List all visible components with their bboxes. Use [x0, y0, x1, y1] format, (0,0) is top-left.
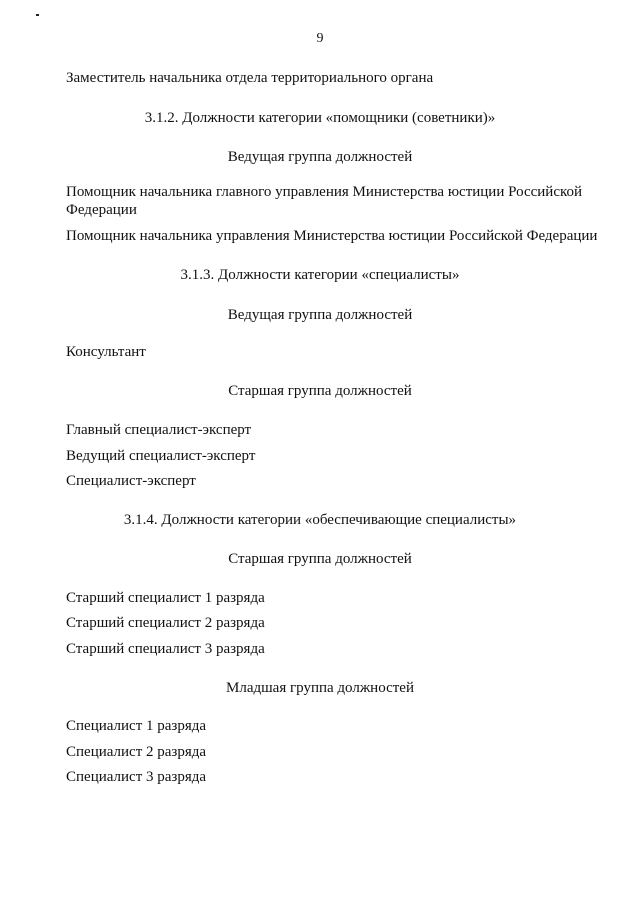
page-number: 9 [316, 31, 324, 46]
position-line: Старший специалист 2 разряда [66, 615, 265, 631]
group-heading: Ведущая группа должностей [227, 149, 413, 165]
scan-mark [36, 14, 39, 16]
group-heading: Ведущая группа должностей [227, 307, 413, 323]
group-heading: Старшая группа должностей [228, 551, 412, 567]
position-line: Консультант [66, 344, 146, 360]
section-heading: 3.1.2. Должности категории «помощники (советники)» [144, 110, 496, 126]
position-line: Помощник начальника управления Министерства юстиции Российской Федерации [66, 228, 598, 244]
position-line: Помощник начальника главного управления Министерства юстиции Российской Федерации [66, 184, 583, 218]
position-line: Старший специалист 1 разряда [66, 590, 265, 606]
position-line: Специалист-эксперт [66, 473, 196, 489]
group-heading: Старшая группа должностей [228, 383, 412, 399]
position-line: Специалист 3 разряда [66, 769, 207, 785]
group-heading: Младшая группа должностей [226, 680, 414, 696]
position-line: Заместитель начальника отдела территориального органа [66, 70, 434, 86]
section-heading: 3.1.4. Должности категории «обеспечивающие специалисты» [123, 512, 517, 528]
position-line: Специалист 2 разряда [66, 744, 207, 760]
position-line: Главный специалист-эксперт [66, 422, 252, 438]
section-heading: 3.1.3. Должности категории «специалисты» [180, 267, 460, 283]
position-line: Ведущий специалист-эксперт [66, 448, 256, 464]
position-line: Специалист 1 разряда [66, 718, 207, 734]
position-line: Старший специалист 3 разряда [66, 641, 265, 657]
